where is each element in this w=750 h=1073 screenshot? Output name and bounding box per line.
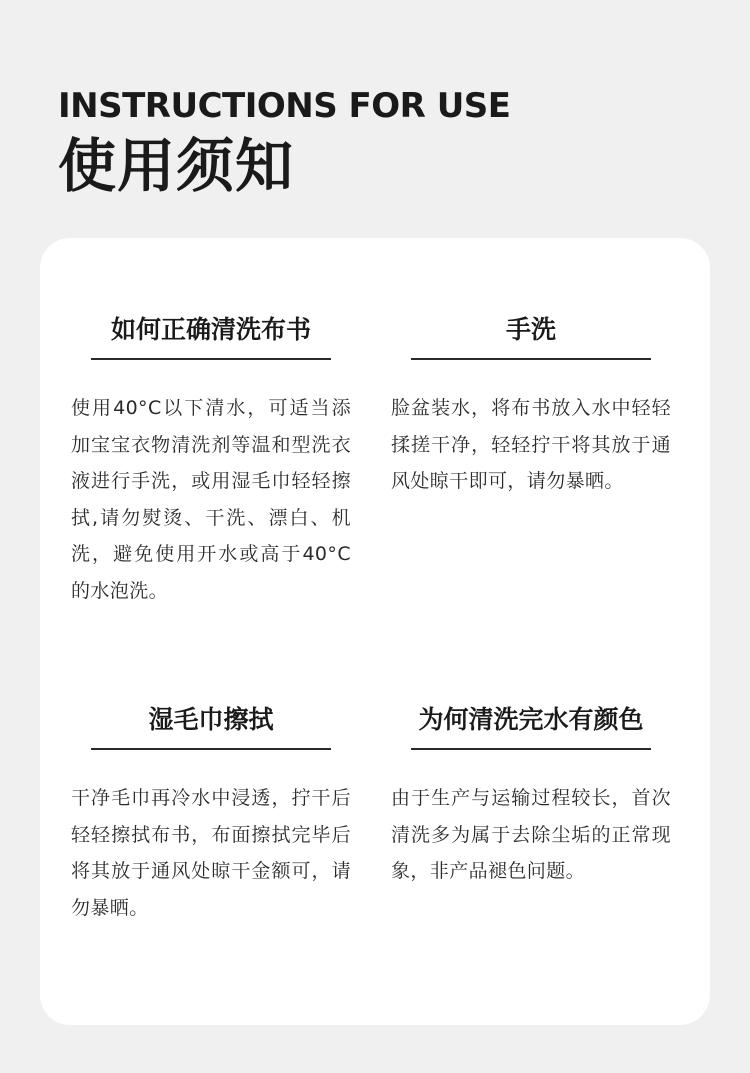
section-wet-towel [71,702,351,926]
section-how-to-clean [71,312,351,609]
page-title-chinese: 使用须知 [58,132,295,200]
instructions-card [40,238,710,1025]
section-water-color [391,702,671,890]
section-hand-wash [391,312,671,500]
section-body: 脸盆装水，将布书放入水中轻轻揉搓干净，轻轻拧干将其放于通风处晾干即可，请勿暴晒。 [391,397,671,492]
section-title: 湿毛巾擦拭 [91,702,331,750]
section-title: 如何正确清洗布书 [91,312,331,360]
section-title: 为何清洗完水有颜色 [411,702,651,750]
page-title-english: INSTRUCTIONS FOR USE [58,86,511,126]
section-body: 干净毛巾再冷水中浸透，拧干后轻轻擦拭布书，布面擦拭完毕后将其放于通风处晾干金额可，请勿暴晒。 [71,787,351,919]
section-body: 使用40°C以下清水，可适当添加宝宝衣物清洗剂等温和型洗衣液进行手洗，或用湿毛巾轻轻擦拭,请勿熨烫、干洗、漂白、机洗，避免使用开水或高于40°C的水泡洗。 [71,397,351,602]
section-body: 由于生产与运输过程较长，首次清洗多为属于去除尘垢的正常现象，非产品褪色问题。 [391,787,671,882]
section-title: 手洗 [411,312,651,360]
